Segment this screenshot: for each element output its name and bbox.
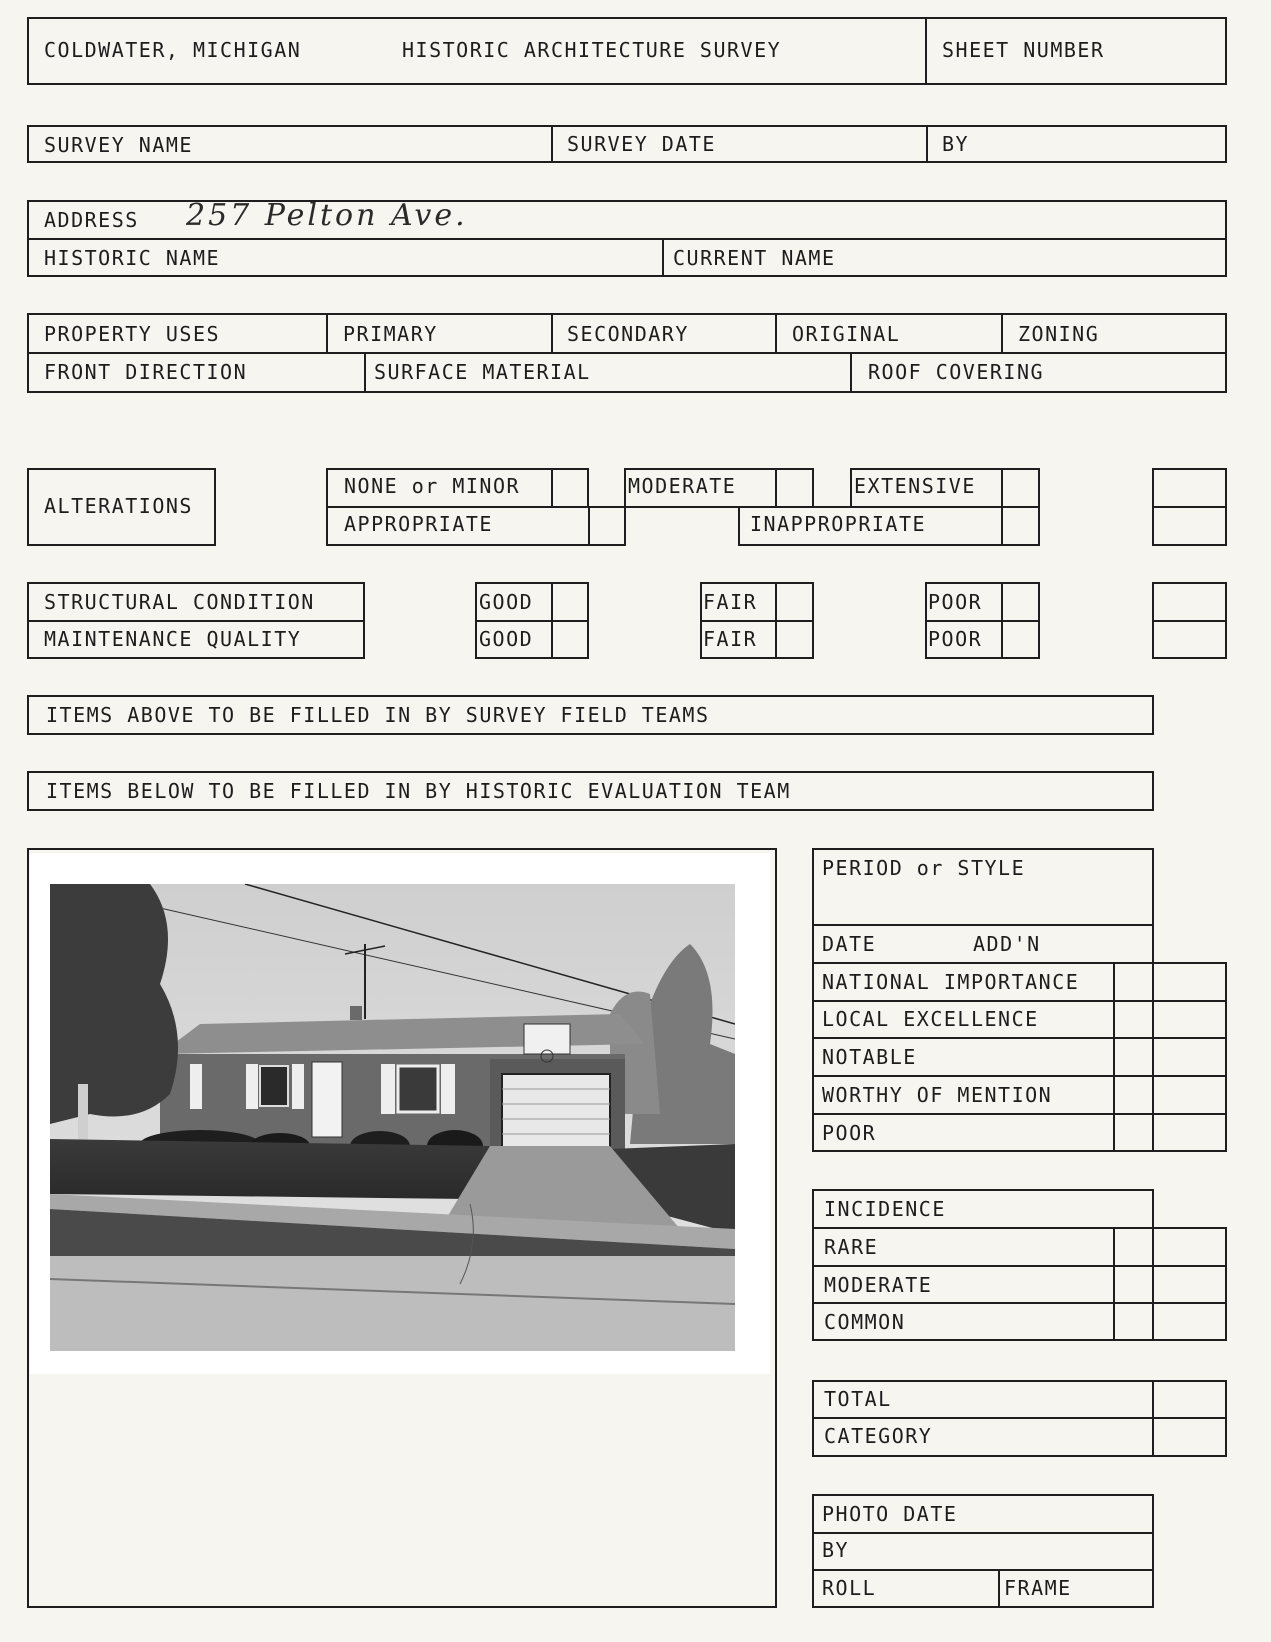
- evaluation-poor-label: POOR: [822, 1121, 877, 1145]
- survey-divider-1: [551, 125, 553, 163]
- survey-by-label: BY: [942, 132, 970, 156]
- incidence-div-v1: [1113, 1227, 1115, 1341]
- original-label: ORIGINAL: [792, 322, 901, 346]
- header-title: HISTORIC ARCHITECTURE SURVEY: [402, 38, 782, 62]
- alt-ext-check-div: [1001, 468, 1003, 508]
- house-photo: [50, 884, 735, 1351]
- prop-div-6: [850, 352, 852, 393]
- alt-none-check-div: [551, 468, 553, 508]
- surface-material-label: SURFACE MATERIAL: [374, 360, 591, 384]
- frame-label: FRAME: [1004, 1576, 1072, 1600]
- category-label: CATEGORY: [824, 1424, 933, 1448]
- incidence-div-h1: [812, 1265, 1227, 1267]
- alt-score-div: [1152, 506, 1227, 508]
- survey-divider-2: [926, 125, 928, 163]
- addn-label: ADD'N: [973, 932, 1041, 956]
- incidence-label: INCIDENCE: [824, 1197, 946, 1221]
- address-divider-h: [27, 238, 1227, 240]
- importance-div-h4: [812, 1113, 1227, 1115]
- primary-label: PRIMARY: [343, 322, 438, 346]
- photo-info-div-h2: [812, 1569, 1154, 1571]
- local-excellence-label: LOCAL EXCELLENCE: [822, 1007, 1039, 1031]
- alt-appr-check-div: [588, 506, 590, 546]
- address-divider-v: [662, 238, 664, 277]
- alt-none-minor-label: NONE or MINOR: [344, 474, 521, 498]
- historic-name-label: HISTORIC NAME: [44, 246, 221, 270]
- property-divider-h: [27, 352, 1227, 354]
- alt-mod-check-div: [775, 468, 777, 508]
- header-city: COLDWATER, MICHIGAN: [44, 38, 302, 62]
- alt-inappropriate-label: INAPPROPRIATE: [750, 512, 927, 536]
- structural-condition-label: STRUCTURAL CONDITION: [44, 590, 315, 614]
- structural-poor-label: POOR: [928, 590, 983, 614]
- incidence-moderate-label: MODERATE: [824, 1273, 933, 1297]
- note-below: ITEMS BELOW TO BE FILLED IN BY HISTORIC EVALUATION TEAM: [46, 779, 791, 803]
- zoning-label: ZONING: [1018, 322, 1100, 346]
- alt-inappr-check-div: [1001, 506, 1003, 546]
- alterations-label: ALTERATIONS: [44, 494, 193, 518]
- prop-div-1: [326, 313, 328, 353]
- prop-div-3: [775, 313, 777, 353]
- header-divider: [925, 17, 927, 85]
- maintenance-fair-label: FAIR: [703, 627, 758, 651]
- fair-div-v: [775, 582, 777, 659]
- rare-label: RARE: [824, 1235, 879, 1259]
- condition-score-div: [1152, 620, 1227, 622]
- maintenance-quality-label: MAINTENANCE QUALITY: [44, 627, 302, 651]
- fair-div-h: [700, 620, 814, 622]
- common-label: COMMON: [824, 1310, 906, 1334]
- address-label: ADDRESS: [44, 208, 139, 232]
- incidence-div-v2: [1152, 1227, 1154, 1341]
- note-above: ITEMS ABOVE TO BE FILLED IN BY SURVEY FIELD TEAMS: [46, 703, 710, 727]
- poor-div-h: [925, 620, 1040, 622]
- sheet-number-label: SHEET NUMBER: [942, 38, 1105, 62]
- totals-div-h: [812, 1417, 1227, 1419]
- condition-label-div: [27, 620, 365, 622]
- photo-info-div-v: [998, 1569, 1000, 1608]
- importance-div-h3: [812, 1075, 1227, 1077]
- maintenance-poor-label: POOR: [928, 627, 983, 651]
- national-importance-label: NATIONAL IMPORTANCE: [822, 970, 1080, 994]
- maintenance-good-label: GOOD: [479, 627, 534, 651]
- property-uses-label: PROPERTY USES: [44, 322, 221, 346]
- total-label: TOTAL: [824, 1387, 892, 1411]
- alt-appropriate-label: APPROPRIATE: [344, 512, 493, 536]
- photo-date-label: PHOTO DATE: [822, 1502, 958, 1526]
- importance-div-h1: [812, 1000, 1227, 1002]
- structural-good-label: GOOD: [479, 590, 534, 614]
- alt-moderate-label: MODERATE: [628, 474, 737, 498]
- photo-info-div-h1: [812, 1532, 1154, 1534]
- survey-name-label: SURVEY NAME: [44, 133, 193, 157]
- roof-covering-label: ROOF COVERING: [868, 360, 1045, 384]
- good-div-v: [551, 582, 553, 659]
- photo-by-label: BY: [822, 1538, 850, 1562]
- prop-div-5: [364, 352, 366, 393]
- secondary-label: SECONDARY: [567, 322, 689, 346]
- roll-label: ROLL: [822, 1576, 877, 1600]
- notable-label: NOTABLE: [822, 1045, 917, 1069]
- current-name-label: CURRENT NAME: [673, 246, 836, 270]
- period-style-label: PERIOD or STYLE: [822, 856, 1026, 880]
- front-direction-label: FRONT DIRECTION: [44, 360, 248, 384]
- poor-div-v: [1001, 582, 1003, 659]
- worthy-of-mention-label: WORTHY OF MENTION: [822, 1083, 1053, 1107]
- importance-div-v2: [1152, 962, 1154, 1152]
- importance-div-h2: [812, 1037, 1227, 1039]
- address-value: 257 Pelton Ave.: [186, 198, 468, 233]
- survey-date-label: SURVEY DATE: [567, 132, 716, 156]
- good-div-h: [475, 620, 589, 622]
- importance-div-v1: [1113, 962, 1115, 1152]
- prop-div-4: [1001, 313, 1003, 353]
- structural-fair-label: FAIR: [703, 590, 758, 614]
- prop-div-2: [551, 313, 553, 353]
- date-label: DATE: [822, 932, 877, 956]
- alt-extensive-label: EXTENSIVE: [854, 474, 976, 498]
- incidence-div-h2: [812, 1302, 1227, 1304]
